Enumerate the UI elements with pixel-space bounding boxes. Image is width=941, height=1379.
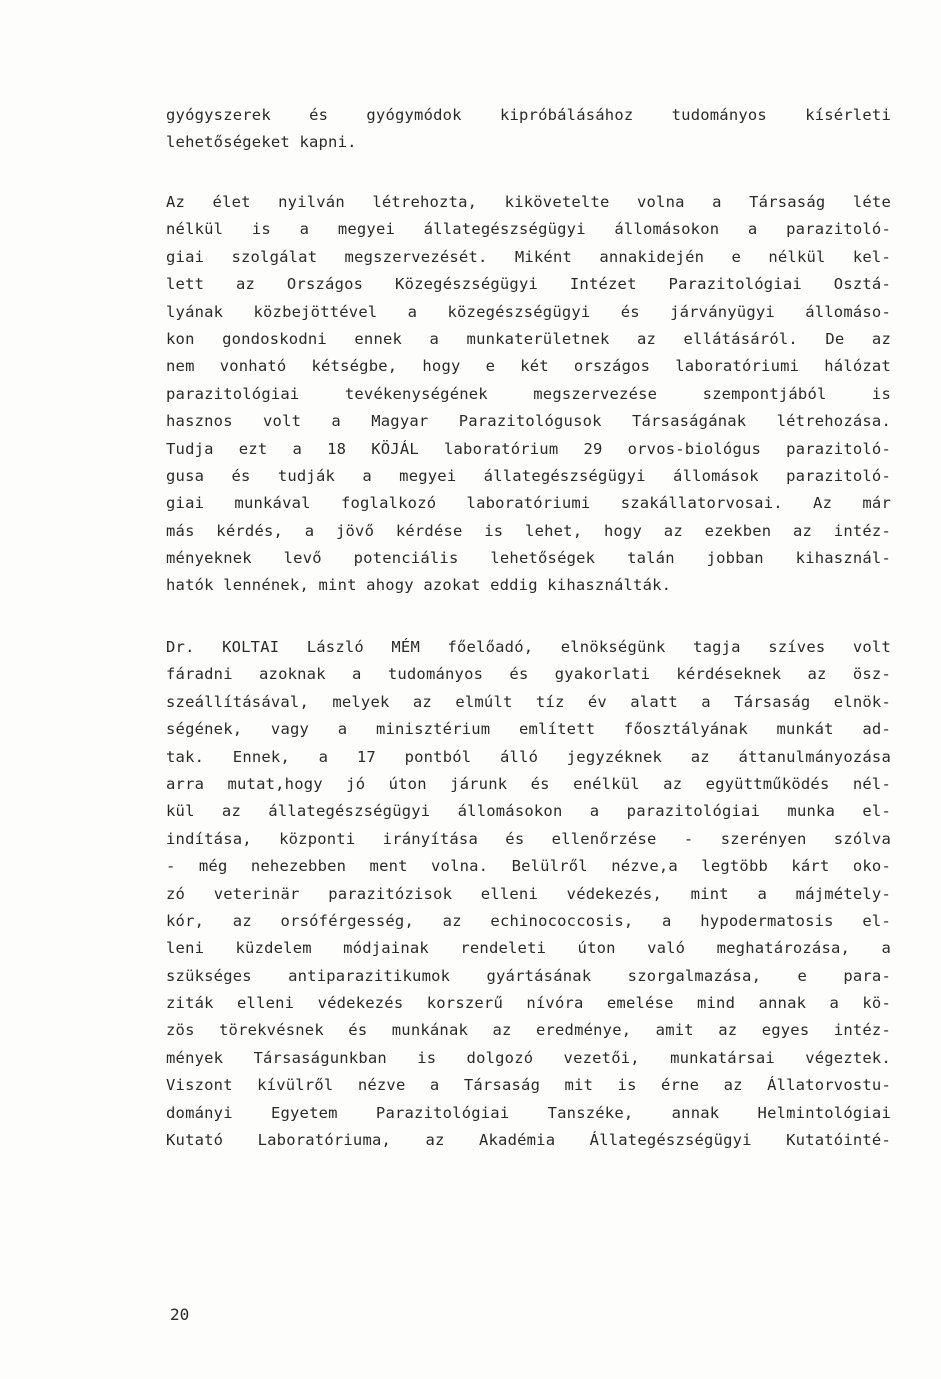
- text-line: ményeknek levő potenciális lehetőségek talán jobban kihasznál-: [166, 549, 891, 568]
- paragraph-1: [166, 102, 891, 157]
- text-line: Az élet nyilván létrehozta, kikövetelte volna a Társaság léte: [166, 193, 891, 211]
- text-line: Tudja ezt a 18 KÖJÁL laboratórium 29 orvos-biológus parazitoló-: [166, 439, 891, 458]
- text-line: zó veterinär parazitózisok elleni védekezés, mint a májmétely-: [166, 884, 891, 903]
- text-line: zös törekvésnek és munkának az eredménye, amit az egyes intéz-: [166, 1021, 891, 1040]
- text-line: hasznos volt a Magyar Parazitológusok Társaságának létrehozása.: [166, 412, 891, 431]
- text-line: fáradni azoknak a tudományos és gyakorlati kérdéseknek az ösz-: [166, 665, 891, 684]
- text-line: nem vonható kétségbe, hogy e két országos laboratóriumi hálózat: [166, 357, 891, 376]
- page-number: 20: [170, 1305, 190, 1324]
- text-line: - még nehezebben ment volna. Belülről nézve,a legtöbb kárt oko-: [166, 857, 891, 876]
- text-line: kór, az orsóférgesség, az echinococcosis, a hypodermatosis el-: [166, 911, 891, 930]
- paragraph-2: [166, 189, 891, 600]
- text-line: szeállításával, melyek az elmúlt tíz év alatt a Társaság elnök-: [166, 692, 891, 711]
- text-line: lehetőségeket kapni.: [166, 133, 357, 152]
- text-line: nélkül is a megyei állategészségügyi állomásokon a parazitoló-: [166, 220, 891, 239]
- text-line: giai szolgálat megszervezését. Miként annakidején e nélkül kel-: [166, 247, 891, 266]
- text-line: Kutató Laboratóriuma, az Akadémia Állategészségügyi Kutatóinté-: [166, 1131, 891, 1150]
- text-line: parazitológiai tevékenységének megszervezése szempontjából is: [166, 384, 891, 403]
- text-line: kül az állategészségügyi állomásokon a parazitológiai munka el-: [166, 802, 891, 821]
- text-line: hatók lennének, mint ahogy azokat eddig kihasználták.: [166, 576, 672, 595]
- text-line: más kérdés, a jövő kérdése is lehet, hogy az ezekben az intéz-: [166, 521, 891, 540]
- text-line: gyógyszerek és gyógymódok kipróbálásához tudományos kísérleti: [166, 106, 891, 124]
- text-line: kon gondoskodni ennek a munkaterületnek az ellátásáról. De az: [166, 329, 891, 348]
- text-line: lyának közbejöttével a közegészségügyi és járványügyi állomáso-: [166, 302, 891, 321]
- text-line: indítása, központi irányítása és ellenőrzése - szerényen szólva: [166, 829, 891, 848]
- text-line: arra mutat,hogy jó úton járunk és enélkül az együttműködés nél-: [166, 774, 891, 793]
- text-line: ziták elleni védekezés korszerű nívóra emelése mind annak a kö-: [166, 994, 891, 1013]
- text-line: szükséges antiparazitikumok gyártásának szorgalmazása, e para-: [166, 966, 891, 985]
- text-line: lett az Országos Közegészségügyi Intézet Parazitológiai Osztá-: [166, 275, 891, 294]
- paragraph-3: [166, 634, 891, 1154]
- text-line: gusa és tudják a megyei állategészségügyi állomások parazitoló-: [166, 466, 891, 485]
- text-line: leni küzdelem módjainak rendeleti úton való meghatározása, a: [166, 939, 891, 958]
- text-line: Dr. KOLTAI László MÉM főelőadó, elnökségünk tagja szíves volt: [166, 638, 891, 656]
- text-line: tak. Ennek, a 17 pontból álló jegyzéknek az áttanulmányozása: [166, 747, 891, 766]
- text-line: giai munkával foglalkozó laboratóriumi szakállatorvosai. Az már: [166, 494, 891, 513]
- text-line: mények Társaságunkban is dolgozó vezetői, munkatársai végeztek.: [166, 1048, 891, 1067]
- text-line: ségének, vagy a minisztérium említett főosztályának munkát ad-: [166, 720, 891, 739]
- text-line: dományi Egyetem Parazitológiai Tanszéke, annak Helmintológiai: [166, 1103, 891, 1122]
- text-line: Viszont kívülről nézve a Társaság mit is érne az Állatorvostu-: [166, 1076, 891, 1095]
